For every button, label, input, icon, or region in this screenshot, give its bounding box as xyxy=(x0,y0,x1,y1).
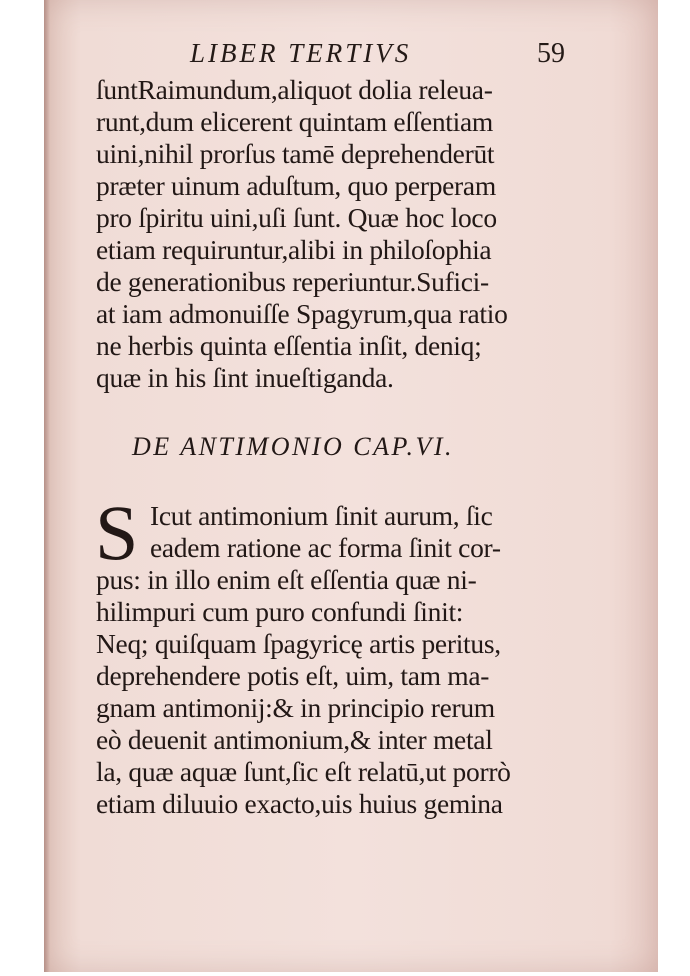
page-number: 59 xyxy=(537,38,565,69)
running-title: LIBER TERTIVS xyxy=(190,38,412,68)
text-line: præter uinum aduſtum, quo perperam xyxy=(96,170,496,201)
text-line: la, quæ aquæ ſunt,ſic eſt relatū,ut porrò xyxy=(96,756,511,787)
page-gutter-shadow xyxy=(44,0,50,972)
text-line: de generationibus reperiuntur.Sufici- xyxy=(96,266,489,297)
text-line: uini,nihil prorſus tamē deprehenderūt xyxy=(96,138,495,169)
text-line: ſuntRaimundum,aliquot dolia releua- xyxy=(96,74,493,105)
text-line: etiam diluuio exacto,uis huius gemina xyxy=(96,788,503,819)
text-line: pus: in illo enim eſt eſſentia quæ ni- xyxy=(96,564,477,595)
text-line: quæ in his ſint inueſtiganda. xyxy=(96,362,394,393)
text-line: etiam requiruntur,alibi in philoſophia xyxy=(96,234,492,265)
text-line: runt,dum elicerent quintam eſſentiam xyxy=(96,106,493,137)
text-line: gnam antimonij:& in principio rerum xyxy=(96,692,495,723)
text-line: Icut antimonium ſinit aurum, ſic xyxy=(150,500,493,531)
text-line: Neq; quiſquam ſpagyricę artis peritus, xyxy=(96,628,501,659)
text-line: pro ſpiritu uini,uſi ſunt. Quæ hoc loco xyxy=(96,202,497,233)
drop-cap: S xyxy=(95,489,139,576)
text-line: eadem ratione ac forma ſinit cor- xyxy=(150,532,501,563)
text-line: deprehendere potis eſt, uim, tam ma- xyxy=(96,660,490,691)
text-line: hilimpuri cum puro confundi ſinit: xyxy=(96,596,464,627)
text-line: at iam admonuiſſe Spagyrum,qua ratio xyxy=(96,298,508,329)
chapter-heading: DE ANTIMONIO CAP.VI. xyxy=(132,432,455,461)
text-line: ne herbis quinta eſſentia inſit, deniq; xyxy=(96,330,482,361)
text-line: eò deuenit antimonium,& inter metal xyxy=(96,724,493,755)
